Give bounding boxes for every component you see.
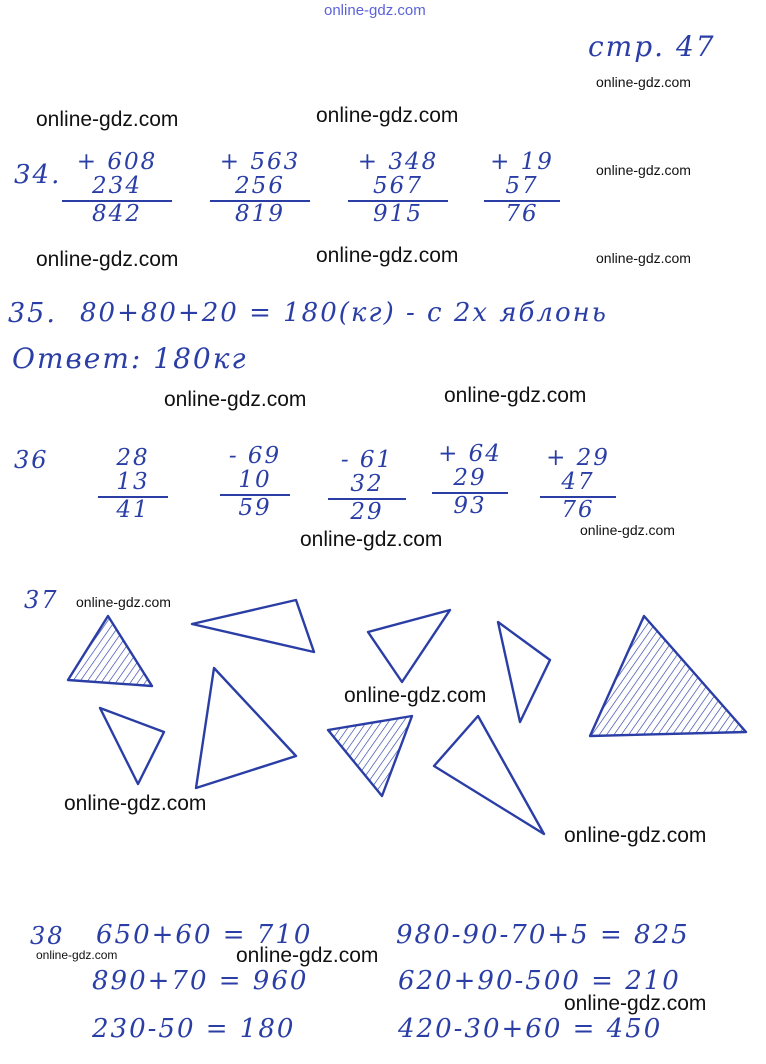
watermark: online-gdz.com [316,104,459,127]
op-sign: - [228,443,239,469]
triangle-7 [196,668,296,788]
operand-a: 28 [116,445,150,471]
ex36-number: 36 [14,446,49,474]
operand-a: 563 [250,149,301,175]
operand-a: 61 [359,447,394,473]
operand-b: 47 [561,469,595,495]
op-sign: + [490,149,512,175]
triangle-9 [434,716,544,834]
watermark: online-gdz.com [580,522,675,538]
watermark: online-gdz.com [344,684,487,707]
result: 915 [373,201,423,227]
operand-b: 10 [238,467,272,493]
result: 29 [350,499,384,525]
watermark: online-gdz.com [316,244,459,267]
op-sign: + [357,149,380,175]
operand-b: 29 [453,465,487,491]
operand-a: 348 [388,149,439,175]
operand-a: 29 [576,445,610,471]
ex35-number: 35. [8,298,57,329]
ex38-number: 38 [30,922,65,950]
operand-b: 32 [350,471,384,497]
ex38-right-3: 420-30+60 = 450 [398,1014,663,1044]
ex38-left-3: 230-50 = 180 [92,1014,296,1044]
ex38-left-2: 890+70 = 960 [92,966,309,996]
operand-b: 567 [373,173,423,199]
operand-a: 64 [468,441,502,467]
watermark: online-gdz.com [76,594,171,610]
watermark: online-gdz.com [300,528,443,551]
watermark: online-gdz.com [36,248,179,271]
operand-a: 19 [520,149,554,175]
operand-a: 608 [107,149,158,175]
watermark: online-gdz.com [444,384,587,407]
ex35-equation: 80+80+20 = 180(кг) - с 2х яблонь [80,298,608,328]
triangle-4 [498,622,550,722]
triangle-shaded-8 [328,716,412,796]
op-sign: + [76,149,99,175]
triangle-6 [100,708,164,784]
site-label-top: online-gdz.com [324,2,426,19]
watermark: online-gdz.com [596,162,691,178]
ex38-right-2: 620+90-500 = 210 [398,966,681,996]
watermark: online-gdz.com [36,948,118,962]
watermark: online-gdz.com [36,108,179,131]
watermark: online-gdz.com [564,824,707,847]
result: 76 [505,201,539,227]
triangle-2 [192,600,314,652]
op-sign: + [438,441,460,467]
operand-b: 13 [116,469,150,495]
watermark: online-gdz.com [164,388,307,411]
operand-b: 234 [92,173,142,199]
op-sign: - [340,447,351,473]
watermark: online-gdz.com [596,250,691,266]
triangle-shaded-1 [68,616,152,686]
result: 842 [92,201,142,227]
triangle-shaded-5 [590,616,746,736]
ex38-right-1: 980-90-70+5 = 825 [396,920,690,950]
result: 41 [116,497,150,523]
operand-a: 69 [247,443,282,469]
ex37-number: 37 [24,586,59,614]
operand-b: 256 [235,173,285,199]
watermark: online-gdz.com [64,792,207,815]
result: 93 [453,493,487,519]
ex38-left-1: 650+60 = 710 [96,920,313,950]
op-sign: + [546,445,568,471]
result: 59 [238,495,272,521]
op-sign: + [219,149,242,175]
ex34-number: 34. [14,160,62,190]
watermark: online-gdz.com [236,944,379,967]
triangle-3 [368,610,450,682]
ex35-answer: Ответ: 180кг [12,342,248,375]
watermark: online-gdz.com [596,74,691,90]
operand-b: 57 [505,173,539,199]
page-label: стр. 47 [588,30,716,63]
result: 76 [561,497,595,523]
watermark: online-gdz.com [564,992,707,1015]
result: 819 [235,201,285,227]
